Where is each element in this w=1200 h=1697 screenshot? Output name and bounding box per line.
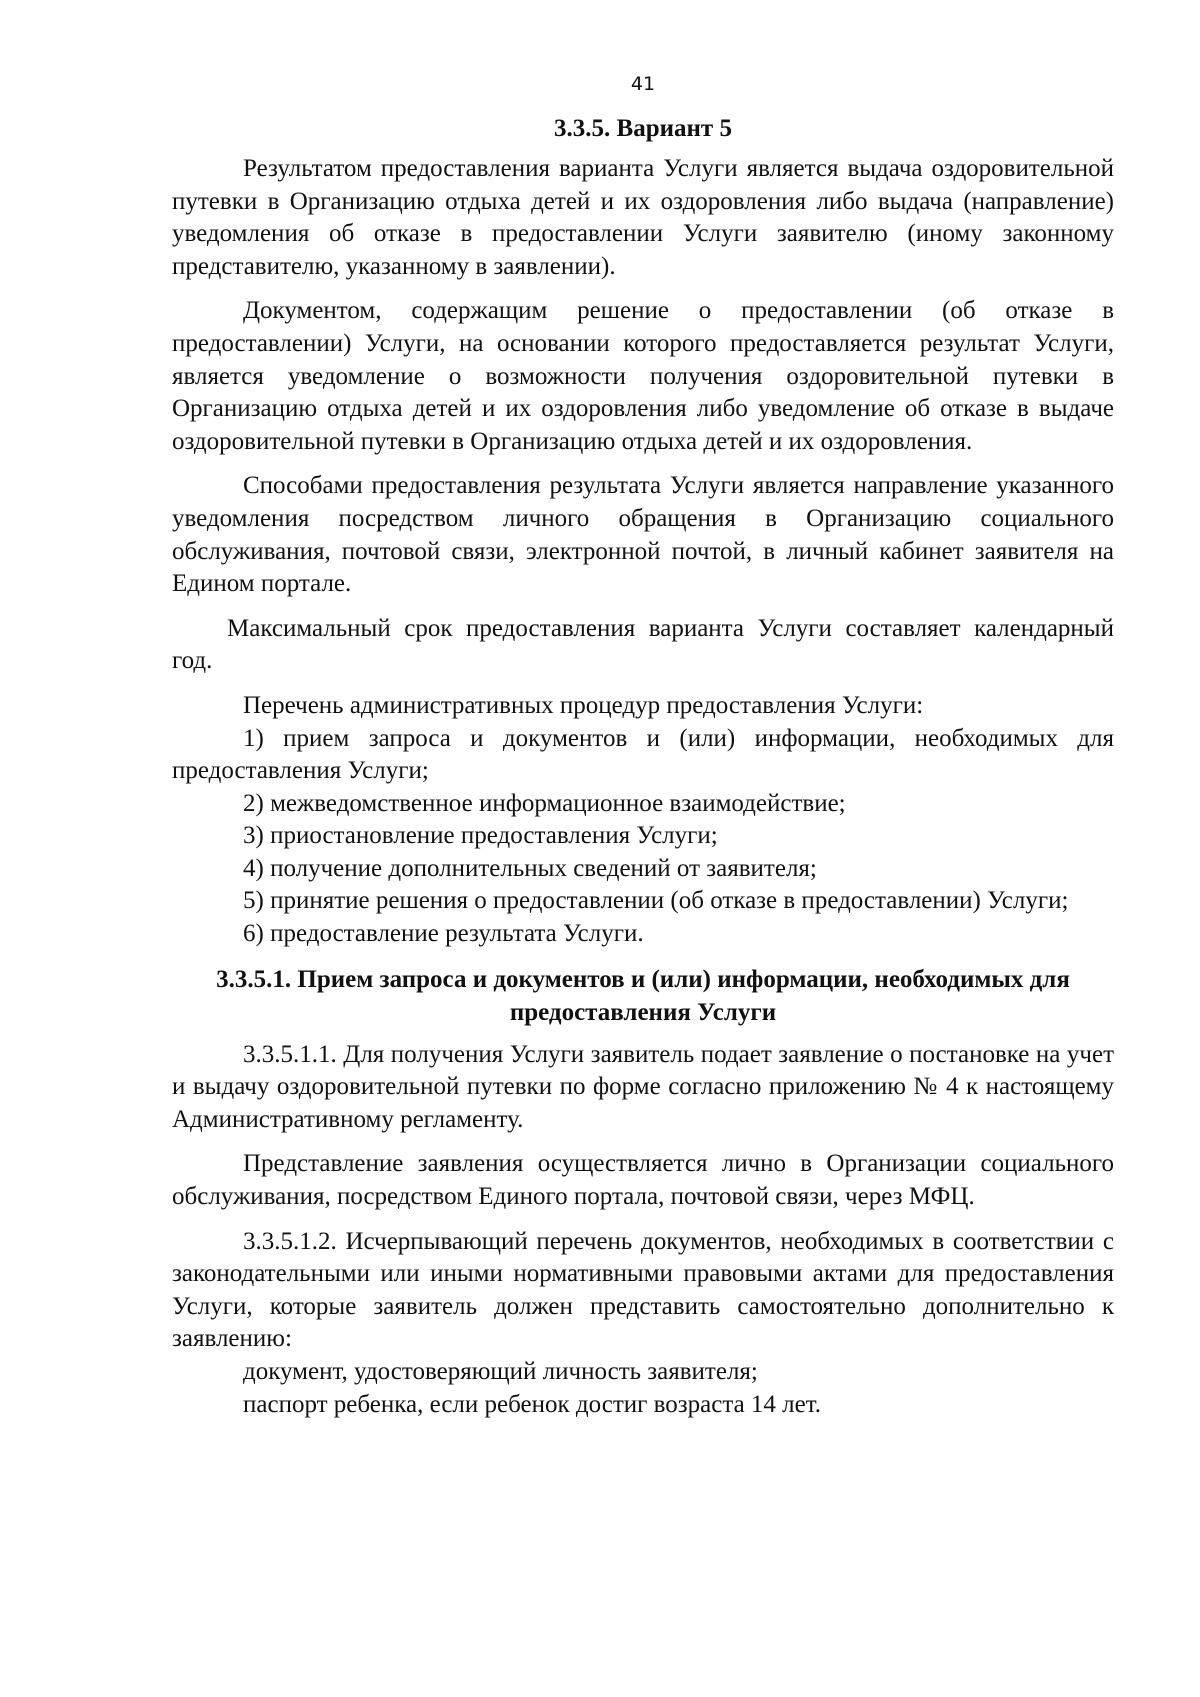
procedures-intro: Перечень административных процедур предоставления Услуги: xyxy=(243,691,924,719)
procedure-item: 3) приостановление предоставления Услуги; xyxy=(243,822,718,850)
paragraph-required-documents: 3.3.5.1.2. Исчерпывающий перечень документов, необходимых в соответствии с законодательными или иными нормативными правовыми актами для предоставления Услуги, которые заявитель должен представить самостоятельно дополнительно к заявлению: xyxy=(172,1227,1114,1353)
paragraph-decision-document: Документом, содержащим решение о предоставлении (об отказе в предоставлении) Услуги, на основании которого предоставляется результат Услуги, является уведомление о возможности получения оздоровительной путевки в Организацию отдыха детей и их оздоровления либо уведомление об отказе в выдаче оздоровительной путевки в Организацию отдыха детей и их оздоровления. xyxy=(172,297,1114,455)
procedure-item: 6) предоставление результата Услуги. xyxy=(243,920,644,948)
paragraph-application-channels: Представление заявления осуществляется лично в Организации социального обслуживания, посредством Единого портала, почтовой связи, через МФЦ. xyxy=(172,1150,1114,1211)
paragraph-max-term: Максимальный срок предоставления варианта Услуги составляет календарный год. xyxy=(172,614,1114,675)
procedure-item: 5) принятие решения о предоставлении (об отказе в предоставлении) Услуги; xyxy=(243,887,1069,915)
section-heading: 3.3.5. Вариант 5 xyxy=(554,115,732,142)
paragraph-result: Результатом предоставления варианта Услуги является выдача оздоровительной путевки в Организацию отдыха детей и их оздоровления либо выдача (направление) уведомления об отказе в предоставлении Услуги заявителю (иному законному представителю, указанному в заявлении). xyxy=(172,155,1114,280)
procedure-item: 2) межведомственное информационное взаимодействие; xyxy=(243,789,846,817)
procedure-item: 4) получение дополнительных сведений от заявителя; xyxy=(243,854,817,882)
page-number: 41 xyxy=(630,73,656,95)
document-list-item: паспорт ребенка, если ребенок достиг возраста 14 лет. xyxy=(243,1390,822,1418)
paragraph-delivery-methods: Способами предоставления результата Услуги является направление указанного уведомления посредством личного обращения в Организацию социального обслуживания, почтовой связи, электронной почтой, в личный кабинет заявителя на Едином портале. xyxy=(172,472,1114,598)
procedure-item: 1) прием запроса и документов и (или) информации, необходимых для предоставления Услуги; xyxy=(172,724,1114,785)
subsection-heading: 3.3.5.1. Прием запроса и документов и (или) информации, необходимых для предоставления Услуги xyxy=(216,965,1070,1026)
document-list-item: документ, удостоверяющий личность заявителя; xyxy=(243,1358,758,1385)
paragraph-application-submission: 3.3.5.1.1. Для получения Услуги заявитель подает заявление о постановке на учет и выдачу оздоровительной путевки по форме согласно приложению № 4 к настоящему Административному регламенту. xyxy=(172,1040,1114,1133)
